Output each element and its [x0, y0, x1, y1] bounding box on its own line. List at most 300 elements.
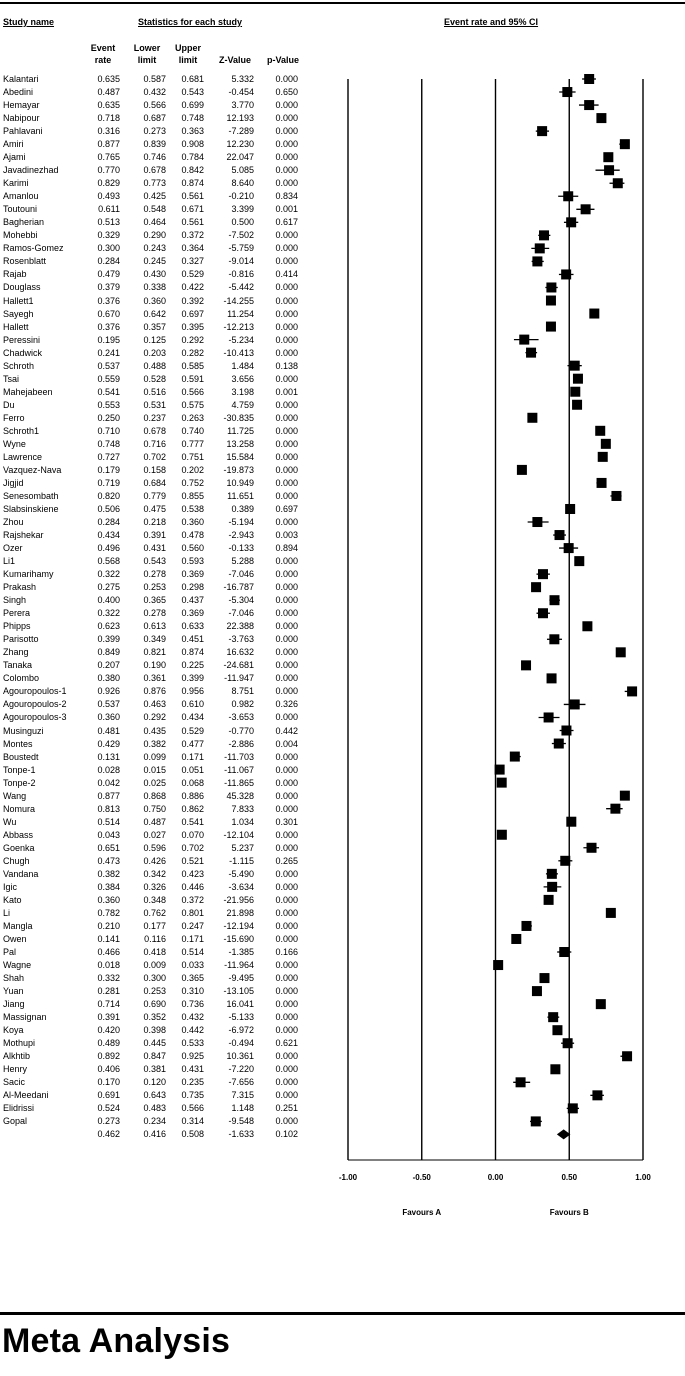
cell-p: 0.000: [275, 477, 298, 488]
cell-ul: 0.068: [181, 777, 204, 788]
point-estimate: [620, 139, 630, 149]
cell-z: -11.947: [224, 673, 254, 684]
cell-ll: 0.642: [143, 308, 166, 319]
cell-name: Igic: [3, 881, 18, 892]
cell-ul: 0.855: [181, 490, 204, 501]
cell-name: Musinguzi: [3, 725, 44, 736]
cell-name: Gopal: [3, 1116, 28, 1127]
cell-ul: 0.752: [181, 477, 204, 488]
cell-ul: 0.451: [181, 634, 204, 645]
cell-ll: 0.487: [143, 816, 166, 827]
cell-er: 0.635: [97, 74, 120, 84]
cell-ll: 0.762: [143, 907, 166, 918]
point-estimate: [527, 413, 537, 423]
point-estimate: [560, 856, 570, 866]
cell-er: 0.429: [97, 738, 120, 749]
cell-p: 0.000: [275, 777, 298, 788]
cell-z: 8.640: [231, 178, 254, 189]
cell-ll: 0.398: [143, 1025, 166, 1036]
cell-ll: 0.245: [143, 256, 166, 267]
cell-p: 0.000: [275, 373, 298, 384]
cell-p: 0.000: [275, 894, 298, 905]
cell-ul: 0.671: [181, 204, 204, 215]
cell-er: 0.042: [97, 777, 120, 788]
cell-z: 5.332: [231, 74, 254, 84]
cell-ul: 0.514: [181, 947, 204, 957]
cell-z: 13.258: [226, 438, 254, 449]
cell-ll: 0.432: [143, 87, 166, 98]
cell-er: 0.300: [97, 243, 120, 254]
point-estimate: [589, 309, 599, 319]
point-estimate: [597, 478, 607, 488]
cell-ul: 0.842: [181, 165, 204, 176]
cell-ul: 0.681: [181, 74, 204, 84]
cell-ul: 0.051: [181, 764, 204, 775]
cell-z: -7.656: [228, 1077, 254, 1088]
cell-p: 0.000: [275, 74, 298, 84]
cell-z: -21.956: [223, 894, 254, 905]
cell-p: 0.000: [275, 842, 298, 853]
favours-a-label: Favours A: [402, 1208, 442, 1217]
cell-p: 0.000: [275, 282, 298, 293]
cell-z: -0.816: [228, 269, 254, 280]
cell-z: -11.964: [224, 960, 254, 971]
cell-z: 8.751: [231, 686, 254, 697]
cell-z: -11.865: [224, 777, 254, 788]
cell-ul: 0.442: [181, 1025, 204, 1036]
cell-name: Wagne: [3, 960, 32, 971]
cell-z: -5.442: [228, 282, 254, 293]
cell-ul: 0.610: [181, 699, 204, 710]
cell-z: 15.584: [226, 451, 254, 462]
cell-z: -12.194: [223, 920, 254, 931]
cell-z: -5.234: [228, 334, 254, 345]
point-estimate: [544, 712, 554, 722]
cell-ll: 0.015: [143, 764, 166, 775]
cell-er: 0.322: [97, 608, 120, 619]
point-estimate: [537, 126, 547, 136]
cell-name: Schroth: [3, 360, 35, 371]
cell-er: 0.892: [97, 1051, 120, 1062]
point-estimate: [544, 895, 554, 905]
cell-p: 0.697: [275, 503, 298, 514]
cell-ll: 0.009: [143, 960, 166, 971]
cell-er: 0.691: [97, 1090, 120, 1101]
cell-er: 0.360: [97, 712, 120, 723]
cell-er: 0.813: [97, 803, 120, 814]
cell-er: 0.877: [97, 139, 120, 150]
cell-z: -3.763: [228, 634, 254, 645]
cell-name: Bagherian: [3, 217, 45, 228]
cell-z: -5.759: [228, 243, 254, 254]
point-estimate: [552, 1025, 562, 1035]
cell-ul: 0.702: [181, 842, 204, 853]
point-estimate: [620, 791, 630, 801]
cell-er: 0.541: [97, 386, 120, 397]
cell-p: 0.000: [275, 933, 298, 944]
cell-er: 0.782: [97, 907, 120, 918]
cell-er: 0.329: [97, 230, 120, 241]
cell-name: Wyne: [3, 438, 26, 449]
cell-name: Mothupi: [3, 1038, 36, 1049]
cell-p: 0.000: [275, 517, 298, 528]
cell-name: Vandana: [3, 868, 39, 879]
cell-z: -1.115: [229, 855, 254, 866]
cell-name: Al-Meedani: [3, 1090, 49, 1101]
point-estimate: [497, 830, 507, 840]
cell-name: Colombo: [3, 673, 40, 684]
cell-ll: 0.243: [143, 243, 166, 254]
cell-p: 0.265: [275, 855, 298, 866]
point-estimate: [574, 556, 584, 566]
cell-ul: 0.369: [181, 569, 204, 580]
cell-ll: 0.516: [143, 386, 166, 397]
cell-p: 0.000: [275, 621, 298, 632]
cell-er: 0.877: [97, 790, 120, 801]
cell-ul: 0.529: [181, 269, 204, 280]
cell-p: 0.000: [275, 256, 298, 267]
cell-ll: 0.839: [143, 139, 166, 150]
cell-z: -9.548: [228, 1116, 254, 1127]
cell-name: Montes: [3, 738, 33, 749]
cell-ll: 0.463: [143, 699, 166, 710]
cell-ul: 0.925: [181, 1051, 204, 1062]
cell-z: 12.230: [226, 139, 254, 150]
cell-ll: 0.566: [143, 100, 166, 111]
cell-ll: 0.273: [143, 126, 166, 137]
cell-ll: 0.445: [143, 1038, 166, 1049]
point-estimate: [581, 204, 591, 214]
cell-name: Nomura: [3, 803, 36, 814]
cell-ul: 0.282: [181, 347, 204, 358]
cell-er: 0.765: [97, 152, 120, 163]
cell-er: 0.281: [97, 986, 120, 997]
cell-er: 0.376: [97, 321, 120, 332]
point-estimate: [554, 739, 564, 749]
cell-ll: 0.290: [143, 230, 166, 241]
cell-z: 4.759: [231, 399, 254, 410]
cell-z: 5.085: [231, 165, 254, 176]
x-tick-label: 0.00: [487, 1173, 504, 1182]
cell-z: 1.484: [231, 360, 254, 371]
cell-z: -30.835: [223, 412, 254, 423]
cell-z: 0.500: [231, 217, 254, 228]
cell-p: 0.000: [275, 673, 298, 684]
cell-name: Zhang: [3, 647, 29, 658]
cell-er: 0.131: [97, 751, 120, 762]
cell-ll: 0.684: [143, 477, 166, 488]
cell-z: 7.315: [231, 1090, 254, 1101]
cell-p: 0.894: [275, 543, 298, 554]
cell-ul: 0.446: [181, 881, 204, 892]
cell-ll: 0.203: [143, 347, 166, 358]
x-tick-label: 1.00: [635, 1173, 651, 1182]
cell-ll: 0.027: [143, 829, 166, 840]
cell-p: 0.000: [275, 1090, 298, 1101]
cell-p: 0.000: [275, 868, 298, 879]
cell-er: 0.434: [97, 530, 120, 541]
point-estimate: [566, 817, 576, 827]
cell-p: 0.617: [275, 217, 298, 228]
cell-p: 0.000: [275, 243, 298, 254]
cell-p: 0.000: [275, 425, 298, 436]
cell-p: 0.000: [275, 334, 298, 345]
cell-z: 7.833: [231, 803, 254, 814]
cell-z: -2.943: [228, 530, 254, 541]
cell-p: 0.414: [275, 269, 298, 280]
cell-ll: 0.868: [143, 790, 166, 801]
cell-p: 0.000: [275, 582, 298, 593]
cell-ll: 0.120: [143, 1077, 166, 1088]
cell-z: 0.389: [231, 503, 254, 514]
cell-p: 0.000: [275, 347, 298, 358]
cell-ul: 0.862: [181, 803, 204, 814]
cell-ll: 0.391: [143, 530, 166, 541]
cell-ll: 0.643: [143, 1090, 166, 1101]
cell-ul: 0.369: [181, 608, 204, 619]
cell-ll: 0.361: [143, 673, 166, 684]
cell-p: 0.000: [275, 399, 298, 410]
page-title: Meta Analysis: [2, 1322, 231, 1360]
cell-z: -0.494: [228, 1038, 254, 1049]
cell-er: 0.028: [97, 764, 120, 775]
cell-name: Zhou: [3, 517, 24, 528]
cell-z: -0.210: [228, 191, 254, 202]
cell-p: 0.000: [275, 152, 298, 163]
cell-ll: 0.876: [143, 686, 166, 697]
cell-z: 11.254: [227, 308, 254, 319]
cell-ll: 0.750: [143, 803, 166, 814]
cell-name: Li1: [3, 556, 16, 567]
cell-p: 0.000: [275, 634, 298, 645]
cell-p: 0.000: [275, 113, 298, 124]
point-estimate: [532, 986, 542, 996]
cell-er: 0.284: [97, 256, 120, 267]
cell-er: 0.537: [97, 360, 120, 371]
cell-ul: 0.735: [181, 1090, 204, 1101]
cell-name: Shah: [3, 973, 25, 984]
cell-ll: 0.253: [143, 582, 166, 593]
x-tick-label: -0.50: [412, 1173, 431, 1182]
cell-ul: 0.538: [181, 503, 204, 514]
cell-z: 12.193: [226, 113, 254, 124]
cell-er: 0.710: [97, 425, 120, 436]
cell-ll: 0.278: [143, 569, 166, 580]
cell-ll: 0.431: [143, 543, 166, 554]
cell-er: 0.829: [97, 178, 120, 189]
point-estimate: [573, 374, 583, 384]
cell-z: -0.454: [228, 87, 254, 98]
cell-ll: 0.678: [143, 425, 166, 436]
cell-ll: 0.416: [143, 1129, 166, 1140]
cell-z: 5.237: [231, 842, 254, 853]
cell-name: Prakash: [3, 582, 37, 593]
cell-er: 0.611: [98, 204, 120, 215]
cell-p: 0.326: [275, 699, 298, 710]
cell-p: 0.138: [275, 360, 298, 371]
cell-name: Tonpe-1: [3, 764, 36, 775]
cell-ul: 0.697: [181, 308, 204, 319]
cell-name: Alkhtib: [3, 1051, 31, 1062]
cell-name: Mangla: [3, 920, 33, 931]
cell-name: Lawrence: [3, 451, 43, 462]
point-estimate: [538, 608, 548, 618]
point-estimate: [584, 74, 594, 84]
cell-ll: 0.475: [143, 503, 166, 514]
cell-p: 0.000: [275, 686, 298, 697]
cell-name: Abedini: [3, 87, 34, 98]
cell-name: Massignan: [3, 1012, 47, 1023]
cell-name: Nabipour: [3, 113, 40, 124]
point-estimate: [587, 843, 597, 853]
point-estimate: [570, 361, 580, 371]
point-estimate: [596, 113, 606, 123]
cell-ll: 0.426: [143, 855, 166, 866]
point-estimate: [495, 765, 505, 775]
cell-ll: 0.687: [143, 113, 166, 124]
cell-ul: 0.431: [181, 1064, 204, 1075]
cell-er: 0.462: [97, 1129, 120, 1140]
cell-er: 0.179: [97, 464, 120, 475]
point-estimate: [493, 960, 503, 970]
cell-er: 0.241: [97, 347, 120, 358]
cell-p: 0.000: [275, 1064, 298, 1075]
cell-ll: 0.382: [143, 738, 166, 749]
cell-z: -2.886: [228, 738, 254, 749]
cell-z: -3.653: [228, 712, 254, 723]
cell-er: 0.748: [97, 438, 120, 449]
point-estimate: [510, 752, 520, 762]
cell-er: 0.332: [97, 973, 120, 984]
cell-er: 0.770: [97, 165, 120, 176]
cell-name: Koya: [3, 1025, 24, 1036]
cell-p: 0.000: [275, 1025, 298, 1036]
statistics-header: Statistics for each study: [138, 17, 243, 27]
x-tick-label: 0.50: [561, 1173, 578, 1182]
cell-p: 0.000: [275, 647, 298, 658]
cell-z: -6.972: [228, 1025, 254, 1036]
cell-er: 0.820: [97, 490, 120, 501]
cell-ul: 0.477: [181, 738, 204, 749]
cell-p: 0.166: [275, 947, 298, 957]
point-estimate: [531, 582, 541, 592]
cell-name: Toutouni: [3, 204, 38, 215]
cell-ll: 0.430: [143, 269, 166, 280]
cell-p: 0.000: [275, 712, 298, 723]
upper-limit-header-line1: Upper: [174, 43, 201, 53]
cell-name: Agouropoulos-2: [3, 699, 67, 710]
cell-ll: 0.587: [143, 74, 166, 84]
cell-ul: 0.777: [181, 438, 204, 449]
cell-p: 0.000: [275, 829, 298, 840]
point-estimate: [561, 269, 571, 279]
cell-ul: 0.543: [181, 87, 204, 98]
cell-z: -1.385: [228, 947, 254, 957]
cell-p: 0.102: [275, 1129, 298, 1140]
cell-name: Jiang: [3, 999, 25, 1010]
cell-p: 0.000: [275, 165, 298, 176]
cell-ul: 0.566: [181, 386, 204, 397]
cell-ll: 0.746: [143, 152, 166, 163]
cell-er: 0.141: [97, 933, 120, 944]
cell-name: Mahejabeen: [3, 386, 53, 397]
point-estimate: [563, 191, 573, 201]
cell-z: 1.148: [231, 1103, 254, 1114]
cell-name: Karimi: [3, 178, 29, 189]
cell-er: 0.466: [97, 947, 120, 957]
point-estimate: [531, 1116, 541, 1126]
cell-p: 0.001: [275, 204, 298, 215]
point-estimate: [521, 921, 531, 931]
cell-name: Tanaka: [3, 660, 33, 671]
cell-ll: 0.300: [143, 973, 166, 984]
event-rate-header-line2: rate: [94, 55, 112, 65]
cell-name: Vazquez-Nava: [3, 464, 62, 475]
cell-z: 22.047: [226, 152, 254, 163]
cell-ll: 0.435: [143, 725, 166, 736]
cell-name: Wang: [3, 790, 27, 801]
cell-er: 0.406: [97, 1064, 120, 1075]
cell-name: Rosenblatt: [3, 256, 47, 267]
p-value-header: p-Value: [266, 55, 299, 65]
cell-p: 0.000: [275, 608, 298, 619]
cell-z: 3.399: [231, 204, 254, 215]
cell-er: 0.506: [97, 503, 120, 514]
cell-ul: 0.874: [181, 178, 204, 189]
cell-ll: 0.338: [143, 282, 166, 293]
cell-name: Agouropoulos-1: [3, 686, 67, 697]
cell-er: 0.670: [97, 308, 120, 319]
cell-name: Amiri: [3, 139, 24, 150]
cell-ll: 0.348: [143, 894, 166, 905]
cell-ll: 0.025: [143, 777, 166, 788]
cell-p: 0.301: [275, 816, 298, 827]
cell-z: -7.220: [228, 1064, 254, 1075]
cell-ul: 0.235: [181, 1077, 204, 1088]
cell-ul: 0.751: [181, 451, 204, 462]
cell-ll: 0.342: [143, 868, 166, 879]
cell-z: -5.304: [228, 595, 254, 606]
cell-z: 16.041: [226, 999, 254, 1010]
cell-name: Elidrissi: [3, 1103, 35, 1114]
point-estimate: [596, 999, 606, 1009]
cell-name: Hallett1: [3, 295, 34, 306]
cell-name: Owen: [3, 933, 27, 944]
cell-z: -1.633: [228, 1129, 254, 1140]
cell-z: -16.787: [223, 582, 254, 593]
cell-p: 0.650: [275, 87, 298, 98]
x-tick-label: -1.00: [338, 1173, 358, 1182]
cell-ul: 0.225: [181, 660, 204, 671]
point-estimate: [616, 647, 626, 657]
cell-er: 0.399: [97, 634, 120, 645]
cell-er: 0.195: [97, 334, 120, 345]
cell-ll: 0.352: [143, 1012, 166, 1023]
point-estimate: [548, 1012, 558, 1022]
point-estimate: [598, 452, 608, 462]
cell-name: Amanlou: [3, 191, 39, 202]
cell-p: 0.834: [275, 191, 298, 202]
cell-er: 0.568: [97, 556, 120, 567]
cell-ul: 0.801: [181, 907, 204, 918]
point-estimate: [547, 882, 557, 892]
cell-ul: 0.575: [181, 399, 204, 410]
cell-er: 0.170: [97, 1077, 120, 1088]
cell-ll: 0.125: [143, 334, 166, 345]
cell-name: Hemayar: [3, 100, 40, 111]
cell-er: 0.719: [97, 477, 120, 488]
cell-p: 0.251: [275, 1103, 298, 1114]
